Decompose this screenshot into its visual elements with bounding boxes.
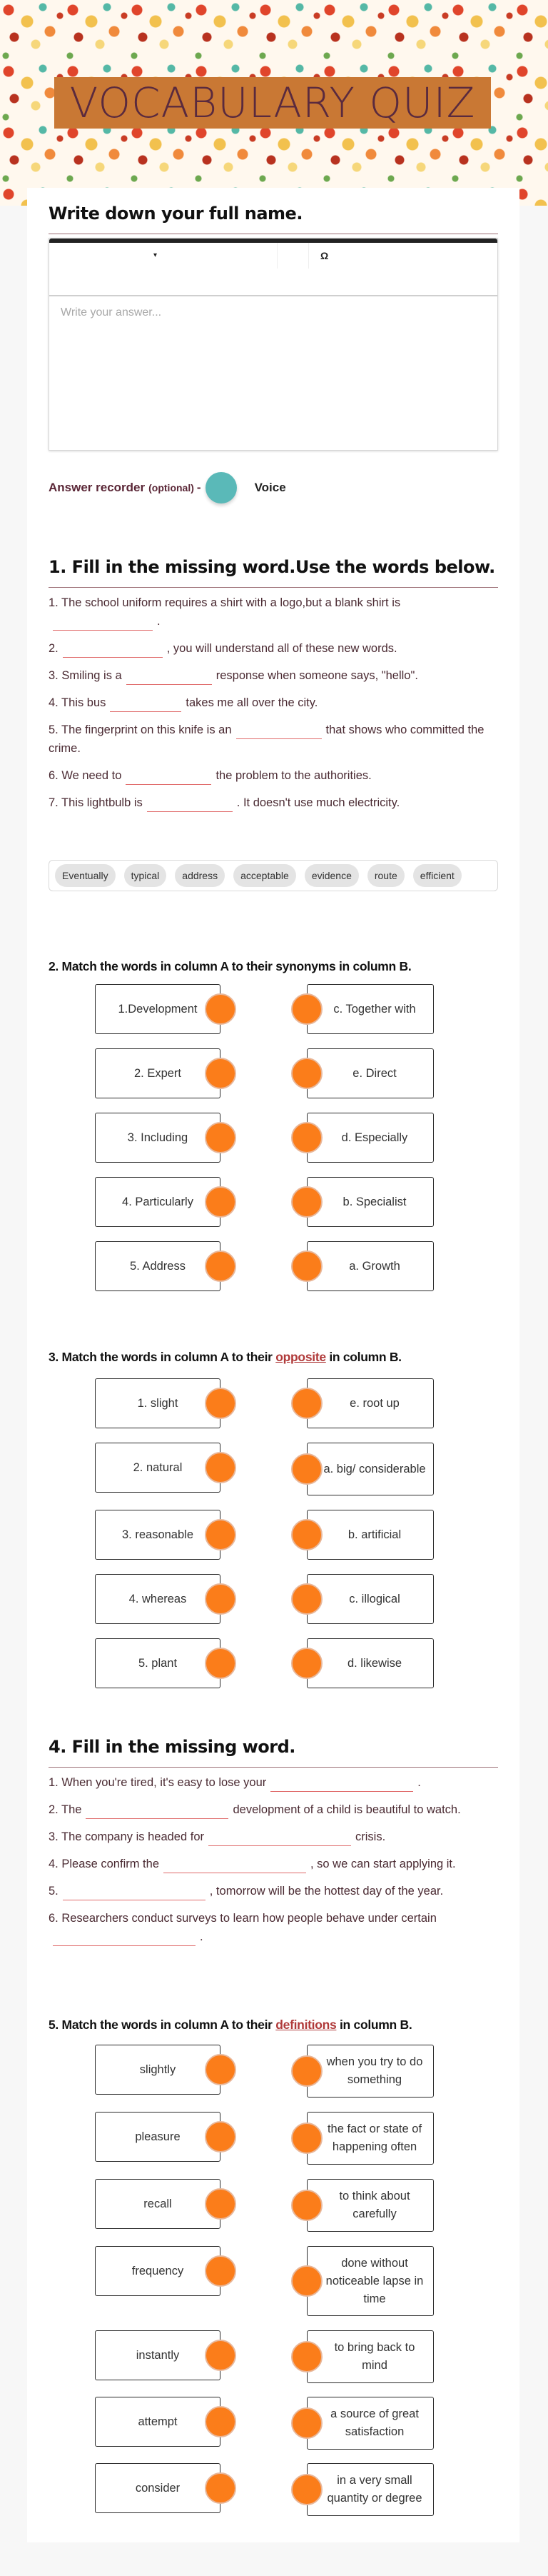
column-b-item[interactable] (307, 1177, 434, 1227)
title-text: in column B. (336, 2018, 412, 2032)
connector-dot-b[interactable] (291, 993, 323, 1025)
column-b-item[interactable] (307, 2246, 434, 2316)
item-text: in a very small quantity or degree (327, 2474, 422, 2505)
q1-sentence-3 (49, 666, 498, 685)
connector-dot-b[interactable] (291, 2341, 323, 2372)
sentence-text: 7. This lightbulb is (49, 796, 143, 809)
blank-input[interactable] (63, 1885, 206, 1900)
item-text: attempt (138, 2415, 178, 2428)
column-b-item[interactable] (307, 2397, 434, 2450)
item-text: 1.Development (118, 1002, 198, 1016)
item-text: 1. slight (137, 1396, 178, 1410)
sentence-text: development of a child is beautiful to watch. (233, 1803, 461, 1816)
title-highlight: opposite (275, 1350, 326, 1364)
connector-dot-a[interactable] (205, 1648, 236, 1679)
header-banner (0, 0, 548, 206)
item-text: frequency (131, 2264, 184, 2277)
connector-dot-b[interactable] (291, 1453, 323, 1485)
format-dropdown[interactable] (49, 243, 278, 269)
column-b-item[interactable] (307, 2045, 434, 2098)
match-row (49, 1638, 498, 1688)
column-b-item[interactable] (307, 2330, 434, 2383)
column-a-item[interactable] (95, 2330, 220, 2380)
sentence-text: 5. The fingerprint on this knife is an (49, 723, 232, 736)
word-chip[interactable]: typical (124, 864, 167, 887)
item-text: c. illogical (349, 1592, 400, 1605)
connector-dot-a[interactable] (205, 1519, 236, 1550)
rich-text-editor (49, 238, 498, 451)
q4-sentences (49, 1773, 498, 1946)
sentence-text: 3. Smiling is a (49, 669, 122, 682)
match-row (49, 1048, 498, 1098)
match-row (49, 1241, 498, 1291)
column-b-item[interactable] (307, 1638, 434, 1688)
sentence-text: 1. The school uniform requires a shirt with a logo,but a blank shirt is (49, 596, 401, 609)
item-text: 2. natural (133, 1460, 183, 1474)
blank-input[interactable] (126, 769, 211, 785)
sentence-text: takes me all over the city. (186, 696, 318, 709)
connector-dot-a[interactable] (205, 1388, 236, 1419)
item-text: recall (143, 2197, 172, 2210)
item-text: a. Growth (349, 1259, 400, 1273)
sentence-text: 2. (49, 642, 59, 655)
column-a-item[interactable] (95, 1177, 220, 1227)
sentence-text: . (417, 1776, 421, 1789)
connector-dot-a[interactable] (205, 2188, 236, 2220)
column-a-item[interactable] (95, 2179, 220, 2229)
connector-dot-a[interactable] (205, 1186, 236, 1218)
chevron-down-icon: ▾ (153, 251, 158, 259)
item-text: done without noticeable lapse in time (325, 2256, 424, 2305)
column-a-item[interactable] (95, 1378, 220, 1428)
match-row (49, 2246, 498, 2316)
recorder-label: Answer recorder (49, 481, 146, 494)
match-row (49, 2045, 498, 2098)
sentence-text: 6. We need to (49, 769, 122, 782)
q4-sentence-1 (49, 1773, 498, 1792)
word-bank (49, 860, 498, 891)
item-text: 3. Including (127, 1131, 188, 1144)
match-row (49, 1443, 498, 1495)
connector-dot-b[interactable] (291, 1186, 323, 1218)
q1-sentences (49, 593, 498, 812)
column-b-item[interactable] (307, 1443, 434, 1495)
blank-input[interactable] (163, 1858, 306, 1873)
q1-sentence-5 (49, 721, 498, 758)
item-text: consider (135, 2481, 181, 2495)
match-row (49, 1510, 498, 1560)
connector-dot-b[interactable] (291, 1058, 323, 1089)
match-row (49, 1177, 498, 1227)
sentence-text: 4. This bus (49, 696, 106, 709)
q1-title: 1. Fill in the missing word.Use the words below. (49, 557, 498, 588)
connector-dot-a[interactable] (205, 2255, 236, 2287)
column-b-item[interactable] (307, 1241, 434, 1291)
column-b-item[interactable] (307, 1574, 434, 1624)
column-a-item[interactable] (95, 1241, 220, 1291)
record-button[interactable] (206, 472, 237, 503)
q4-sentence-6 (49, 1909, 498, 1946)
connector-dot-a[interactable] (205, 2121, 236, 2152)
editor-toolbar (49, 243, 497, 296)
q2-title: 2. Match the words in column A to their synonyms in column B. (49, 959, 412, 973)
column-b-item[interactable] (307, 1378, 434, 1428)
item-text: 4. whereas (128, 1592, 187, 1605)
connector-dot-a[interactable] (205, 2406, 236, 2437)
blank-input[interactable] (236, 723, 322, 739)
title-text: 3. Match the words in column A to their (49, 1350, 276, 1364)
match-row (49, 2179, 498, 2232)
item-text: b. artificial (347, 1528, 402, 1541)
q3-title (49, 1350, 498, 1365)
word-chip[interactable]: evidence (305, 864, 359, 887)
q4-sentence-4 (49, 1855, 498, 1873)
sentence-text: 6. Researchers conduct surveys to learn how people behave under certain (49, 1912, 437, 1925)
connector-dot-b[interactable] (291, 2407, 323, 2439)
column-a-item[interactable] (95, 2463, 220, 2513)
match-row (49, 2330, 498, 2383)
sentence-text: . (200, 1930, 203, 1943)
word-chip[interactable]: Eventually (55, 864, 116, 887)
item-text: d. likewise (347, 1656, 402, 1670)
column-b-item[interactable] (307, 1510, 434, 1560)
q4-sentence-2 (49, 1800, 498, 1819)
column-a-item[interactable] (95, 1113, 220, 1163)
connector-dot-a[interactable] (205, 2472, 236, 2504)
blank-input[interactable] (110, 696, 181, 712)
column-b-item[interactable] (307, 984, 434, 1034)
sentence-text: 5. (49, 1885, 59, 1898)
q1-sentence-7 (49, 793, 498, 812)
item-text: slightly (139, 2063, 176, 2076)
item-text: d. Especially (341, 1131, 408, 1144)
connector-dot-b[interactable] (291, 1583, 323, 1615)
sentence-text: 2. The (49, 1803, 82, 1816)
recorder-optional: (optional) (148, 482, 194, 493)
match-row (49, 2463, 498, 2516)
recorder-mode-label: Voice (254, 481, 286, 494)
sentence-text: crisis. (355, 1830, 386, 1843)
quiz-card (27, 188, 519, 2542)
blank-input[interactable] (53, 615, 153, 631)
match-row (49, 1574, 498, 1624)
item-text: to think about carefully (339, 2190, 410, 2220)
sentence-text: , tomorrow will be the hottest day of the year. (209, 1885, 444, 1898)
quiz-title: VOCABULARY QUIZ (54, 77, 491, 129)
name-question-title: Write down your full name. (49, 204, 498, 234)
item-text: 5. plant (138, 1656, 178, 1670)
connector-dot-b[interactable] (291, 1648, 323, 1679)
sentence-text: the problem to the authorities. (215, 769, 372, 782)
connector-dot-b[interactable] (291, 1519, 323, 1550)
item-text: when you try to do something (326, 2055, 423, 2086)
sentence-text: . It doesn't use much electricity. (236, 796, 400, 809)
sentence-text: . (157, 615, 161, 628)
blank-input[interactable] (53, 1930, 196, 1946)
connector-dot-b[interactable] (291, 1251, 323, 1282)
column-a-item[interactable] (95, 2045, 220, 2095)
word-chip[interactable]: acceptable (233, 864, 296, 887)
connector-dot-a[interactable] (205, 993, 236, 1025)
column-b-item[interactable] (307, 2463, 434, 2516)
column-a-item[interactable] (95, 2112, 220, 2162)
answer-recorder (49, 470, 286, 506)
match-row (49, 1378, 498, 1428)
word-chip[interactable]: route (367, 864, 405, 887)
connector-dot-a[interactable] (205, 1452, 236, 1483)
item-text: pleasure (135, 2130, 181, 2143)
connector-dot-b[interactable] (291, 1388, 323, 1419)
column-a-item[interactable] (95, 984, 220, 1034)
title-text: 5. Match the words in column A to their (49, 2018, 276, 2032)
sentence-text: , you will understand all of these new words. (166, 642, 397, 655)
blank-input[interactable] (86, 1803, 228, 1819)
item-text: 2. Expert (133, 1066, 182, 1080)
sentence-text: 3. The company is headed for (49, 1830, 204, 1843)
answer-textarea[interactable]: Write your answer... (61, 306, 162, 319)
item-text: a. big/ considerable (323, 1462, 426, 1475)
item-text: e. root up (350, 1396, 400, 1410)
q4-sentence-5 (49, 1882, 498, 1900)
sentence-text: , so we can start applying it. (310, 1858, 456, 1870)
q1-sentence-1 (49, 593, 498, 631)
title-text: in column B. (325, 1350, 402, 1364)
match-row (49, 2112, 498, 2165)
connector-dot-b[interactable] (291, 1122, 323, 1153)
blank-input[interactable] (270, 1776, 413, 1792)
q4-title: 4. Fill in the missing word. (49, 1737, 498, 1768)
blank-input[interactable] (147, 796, 233, 812)
title-highlight: definitions (275, 2018, 337, 2032)
q1-sentence-2 (49, 639, 498, 658)
connector-dot-b[interactable] (291, 2190, 323, 2221)
item-text: the fact or state of happening often (327, 2123, 422, 2153)
special-character-button[interactable]: Ω (320, 250, 329, 261)
item-text: c. Together with (333, 1002, 416, 1016)
match-row (49, 984, 498, 1034)
word-chip[interactable]: address (175, 864, 225, 887)
column-a-item[interactable] (95, 2246, 220, 2296)
connector-dot-a[interactable] (205, 1251, 236, 1282)
connector-dot-a[interactable] (205, 2054, 236, 2085)
column-a-item[interactable] (95, 1638, 220, 1688)
connector-dot-a[interactable] (205, 1058, 236, 1089)
connector-dot-a[interactable] (205, 1583, 236, 1615)
q4-sentence-3 (49, 1828, 498, 1846)
item-text: to bring back to mind (334, 2341, 415, 2372)
blank-input[interactable] (63, 642, 163, 658)
recorder-dash: - (196, 481, 201, 494)
item-text: a source of great satisfaction (330, 2407, 419, 2438)
item-text: 4. Particularly (122, 1195, 193, 1208)
connector-dot-b[interactable] (291, 2474, 323, 2505)
column-a-item[interactable] (95, 2397, 220, 2447)
item-text: b. Specialist (342, 1195, 407, 1208)
column-a-item[interactable] (95, 1048, 220, 1098)
item-text: instantly (136, 2348, 180, 2362)
blank-input[interactable] (208, 1830, 351, 1846)
item-text: 3. reasonable (122, 1528, 193, 1541)
q1-sentence-6 (49, 766, 498, 785)
q5-title (49, 2018, 498, 2033)
column-b-item[interactable] (307, 2179, 434, 2232)
toolbar-button-empty[interactable] (278, 243, 309, 269)
sentence-text: 1. When you're tired, it's easy to lose your (49, 1776, 267, 1789)
word-chip[interactable]: efficient (413, 864, 462, 887)
match-row (49, 1113, 498, 1163)
connector-dot-b[interactable] (291, 2123, 323, 2154)
sentence-text: that shows who committed the crime. (49, 723, 484, 755)
column-b-item[interactable] (307, 1113, 434, 1163)
connector-dot-b[interactable] (291, 2055, 323, 2087)
column-b-item[interactable] (307, 1048, 434, 1098)
connector-dot-b[interactable] (291, 2265, 323, 2297)
match-row (49, 2397, 498, 2450)
column-b-item[interactable] (307, 2112, 434, 2165)
blank-input[interactable] (126, 669, 212, 685)
connector-dot-a[interactable] (205, 1122, 236, 1153)
item-text: e. Direct (352, 1066, 397, 1080)
connector-dot-a[interactable] (205, 2340, 236, 2371)
item-text: 5. Address (130, 1259, 186, 1273)
column-a-item[interactable] (95, 1510, 220, 1560)
sentence-text: 4. Please confirm the (49, 1858, 159, 1870)
column-a-item[interactable] (95, 1443, 220, 1493)
q1-sentence-4 (49, 693, 498, 712)
column-a-item[interactable] (95, 1574, 220, 1624)
sentence-text: response when someone says, "hello". (215, 669, 418, 682)
